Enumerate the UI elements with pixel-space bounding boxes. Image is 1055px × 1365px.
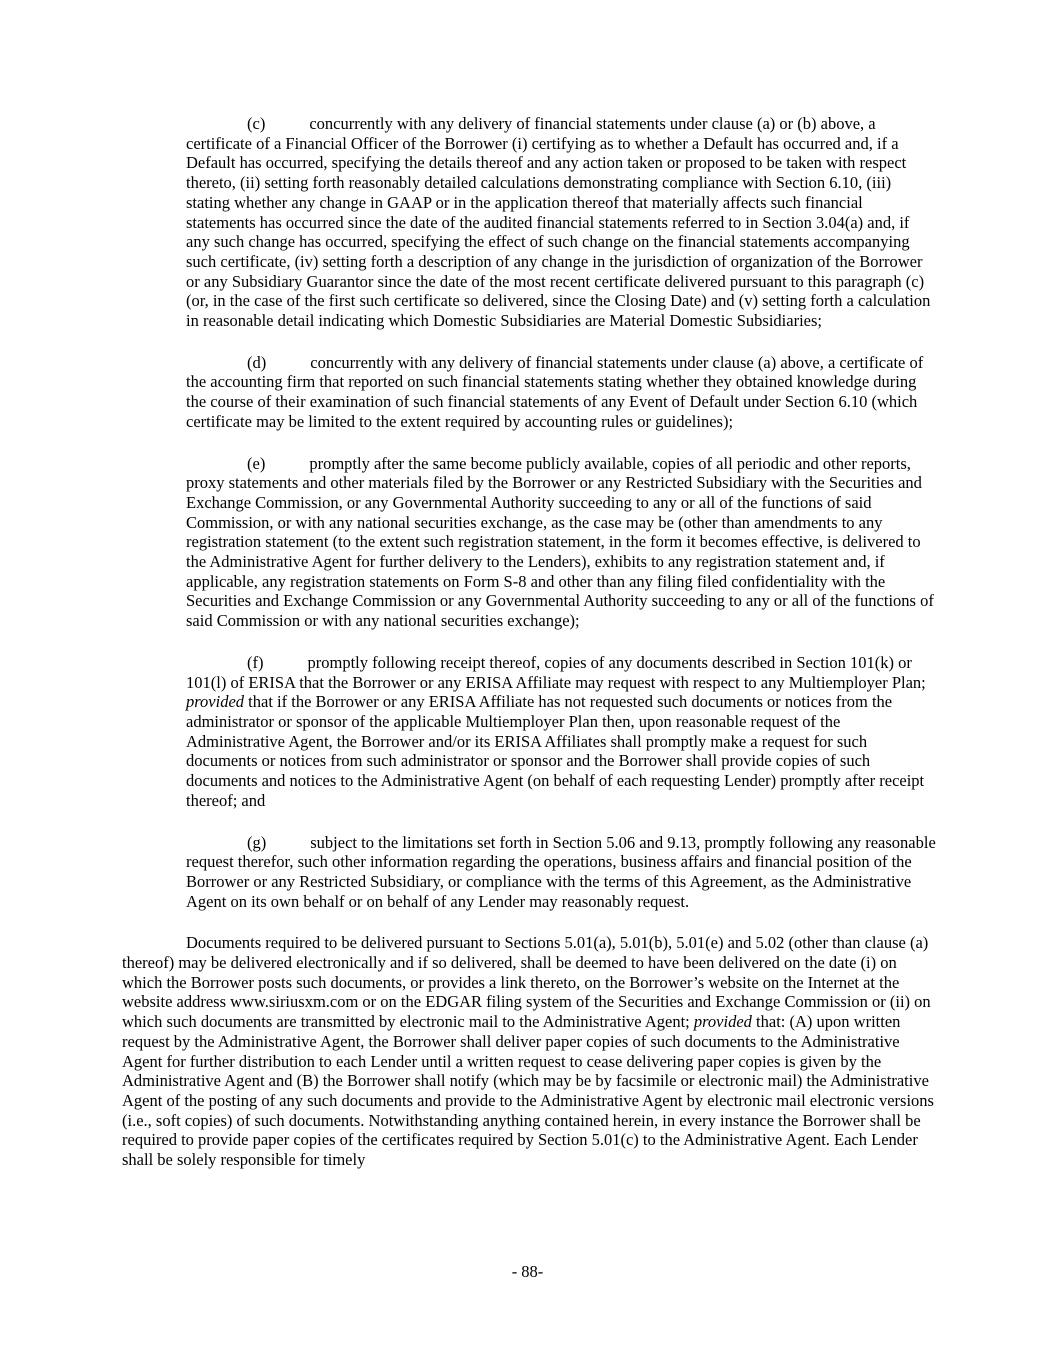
text-run: promptly after the same become publicly available, copies of all periodic and other reports, proxy statements and other materials filed by the Borrower or any Restricted Subsidiary with the Securities and Exchange Commission, or any Governmental Authority succeeding to any or all of the functions of said Commission, or with any national securities exchange, as the case may be (other than amendments to any registration statement (to the extent such registration statement, in the form it becomes effective, is delivered to the Administrative Agent for further delivery to the Lenders), exhibits to any registration statement and, if applicable, any registration statements on Form S-8 and other than any filing filed confidentiality with the Securities and Exchange Commission or any Governmental Authority succeeding to any or all of the functions of said Commission or with any national securities exchange); [186,453,934,631]
text-run: that if the Borrower or any ERISA Affiliate has not requested such documents or notices from the administrator or sponsor of the applicable Multiemployer Plan then, upon reasonable request of the Administrative Agent, the Borrower and/or its ERISA Affiliates shall promptly make a request for such documents or notices from such administrator or sponsor and the Borrower shall provide copies of such documents and notices to the Administrative Agent (on behalf of each requesting Lender) promptly after receipt thereof; and [186,692,925,810]
italic-text-run: provided [693,1012,752,1032]
paragraph [186,454,936,631]
clause-label: (c) [247,114,266,133]
clause-label: (f) [247,652,264,672]
page-number: - 88- [511,1262,544,1281]
paragraph [186,353,936,432]
text-run: subject to the limitations set forth in Section 5.06 and 9.13, promptly following any reasonable request therefor, such other information regarding the operations, business affairs and financial position of the Borrower or any Restricted Subsidiary, or compliance with the terms of this Agreement, as the Administrative Agent on its own behalf or on behalf of any Lender may reasonably request. [186,832,936,911]
clause-label: (e) [247,453,266,473]
clause-label: (d) [247,352,267,372]
clause-label: (g) [247,832,267,852]
text-run: promptly following receipt thereof, copies of any documents described in Section 101(k) or 101(l) of ERISA that the Borrower or any ERISA Affiliate may request with respect to any Multiemployer Plan; [186,652,926,692]
text-run: Documents required to be delivered pursuant to Sections 5.01(a), 5.01(b), 5.01(e) and 5.02 (other than clause (a) thereof) may be delivered electronically and if so delivered, shall be deemed to have been delivered on the date (i) on which the Borrower posts such documents, or provides a link thereto, on the Borrower’s website on the Internet at the website address www.siriusxm.com or on the EDGAR filing system of the Securities and Exchange Commission or (ii) on which such documents are transmitted by electronic mail to the Administrative Agent; [122,933,931,1032]
italic-text-run: provided [186,692,245,712]
text-run: that: (A) upon written request by the Administrative Agent, the Borrower shall deliver paper copies of such documents to the Administrative Agent for further distribution to each Lender until a written request to cease delivering paper copies is given by the Administrative Agent and (B) the Borrower shall notify (which may be by facsimile or electronic mail) the Administrative Agent of the posting of any such documents and provide to the Administrative Agent by electronic mail electronic versions (i.e., soft copies) of such documents. Notwithstanding anything contained herein, in every instance the Borrower shall be required to provide paper copies of the certificates required by Section 5.01(c) to the Administrative Agent. Each Lender shall be solely responsible for timely [122,1012,934,1170]
paragraph [186,114,936,331]
document-body [122,114,940,1170]
paragraph [122,933,940,1169]
text-run: concurrently with any delivery of financial statements under clause (a) or (b) above, a certificate of a Financial Officer of the Borrower (i) certifying as to whether a Default has occurred and, if a Default has occurred, specifying the details thereof and any action taken or proposed to be taken with respect thereto, (ii) setting forth reasonably detailed calculations demonstrating compliance with Section 6.10, (iii) stating whether any change in GAAP or in the application thereof that materially affects such financial statements has occurred since the date of the audited financial statements referred to in Section 3.04(a) and, if any such change has occurred, specifying the effect of such change on the financial statements accompanying such certificate, (iv) setting forth a description of any change in the jurisdiction of organization of the Borrower or any Subsidiary Guarantor since the date of the most recent certificate delivered pursuant to this paragraph (c) (or, in the case of the first such certificate so delivered, since the Closing Date) and (v) setting forth a calculation in reasonable detail indicating which Domestic Subsidiaries are Material Domestic Subsidiaries; [186,114,931,331]
text-run: concurrently with any delivery of financial statements under clause (a) above, a certificate of the accounting firm that reported on such financial statements stating whether they obtained knowledge during the course of their examination of such financial statements of any Event of Default under Section 6.10 (which certificate may be limited to the extent required by accounting rules or guidelines); [186,352,924,431]
paragraph [186,833,936,912]
paragraph [186,653,936,811]
